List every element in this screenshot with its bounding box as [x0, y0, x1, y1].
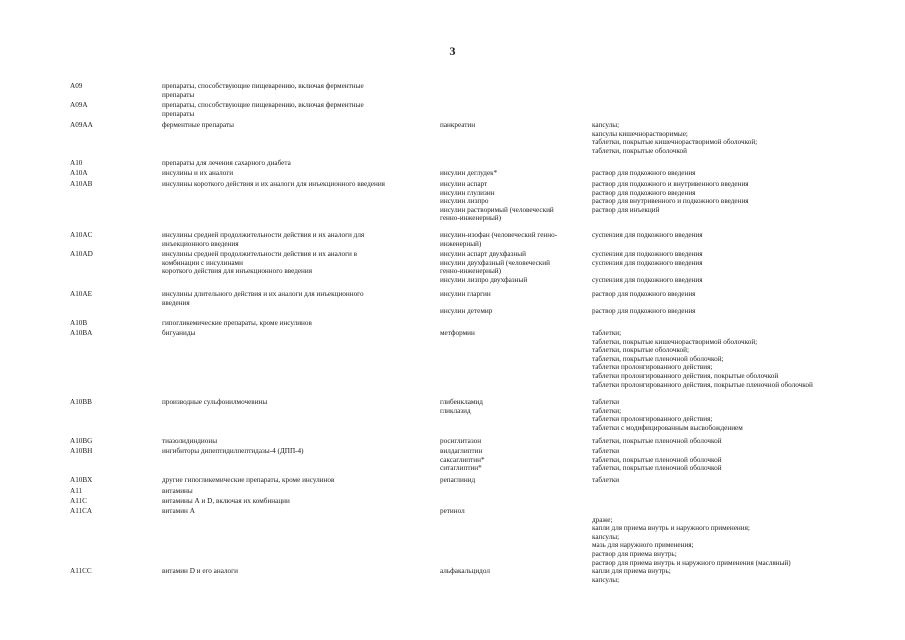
- dosage-form-line: таблетки: [592, 447, 620, 455]
- dosage-form-line: капсулы;: [592, 121, 620, 129]
- dosage-form-line: [592, 214, 892, 223]
- drug-name-line: инсулин детемир: [440, 307, 493, 316]
- dosage-form-line: раствор для подкожного введения: [592, 290, 696, 298]
- anatomical-therapeutic-group: [162, 250, 432, 276]
- drug-name-line: инсулин растворимый (человеческий: [440, 205, 554, 214]
- anatomical-therapeutic-group: [162, 180, 432, 189]
- dosage-form-line: мазь для наружного применения;: [592, 541, 694, 550]
- drug-name-line: инсулин двухфазный (человеческий: [440, 258, 550, 267]
- drug-name-line: вилдаглиптин: [440, 447, 483, 455]
- anatomical-therapeutic-group-line: препараты: [162, 109, 195, 118]
- drug-name: [440, 231, 590, 248]
- anatomical-therapeutic-group: [162, 476, 432, 485]
- dosage-form: [592, 121, 892, 155]
- anatomical-therapeutic-group: [162, 567, 432, 576]
- anatomical-therapeutic-group-line: инсулины и их аналоги: [162, 169, 234, 177]
- atc-code: A10BG: [70, 437, 93, 445]
- dosage-form-line: таблетки пролонгированного действия, покрытые оболочкой: [592, 371, 779, 380]
- atc-code: A10AC: [70, 231, 93, 239]
- drug-name: [440, 447, 590, 473]
- drug-name-line: инсулин аспарт двухфазный: [440, 250, 526, 258]
- drug-name-line: саксаглиптин*: [440, 455, 485, 464]
- drug-name-line: альфакальцидол: [440, 567, 490, 575]
- drug-name-line: генно-инженерный): [440, 267, 502, 276]
- anatomical-therapeutic-group: [162, 231, 432, 248]
- dosage-form-line: таблетки пролонгированного действия;: [592, 415, 713, 424]
- anatomical-therapeutic-group-line: другие гипогликемические препараты, кроме инсулинов: [162, 476, 335, 484]
- anatomical-therapeutic-group: [162, 82, 432, 99]
- atc-code: A10A: [70, 169, 88, 177]
- anatomical-therapeutic-group-line: витамин А: [162, 507, 195, 515]
- anatomical-therapeutic-group: [162, 398, 432, 407]
- dosage-form-line: таблетки: [592, 476, 620, 484]
- anatomical-therapeutic-group-line: инъекционного введения: [162, 239, 239, 248]
- atc-code: A09AA: [70, 121, 93, 129]
- anatomical-therapeutic-group-line: инсулины средней продолжительности действия и их аналоги в: [162, 250, 358, 258]
- anatomical-therapeutic-group-line: витамины: [162, 487, 193, 495]
- atc-code: A10BA: [70, 329, 93, 337]
- drug-name-line: генно-инженерный): [440, 214, 502, 223]
- drug-name: [440, 169, 590, 178]
- dosage-form-line: раствор для подкожного введения: [592, 307, 696, 316]
- atc-code: A10AE: [70, 290, 92, 298]
- dosage-form: [592, 231, 892, 240]
- dosage-form: [592, 447, 892, 473]
- anatomical-therapeutic-group: [162, 101, 432, 118]
- anatomical-therapeutic-group-line: тиазолидиндионы: [162, 437, 218, 445]
- drug-name-line: панкреатин: [440, 121, 476, 129]
- drug-name-line: гликлазид: [440, 406, 471, 415]
- anatomical-therapeutic-group: [162, 507, 432, 516]
- drug-name-line: инсулин лизпро двухфазный: [440, 275, 528, 284]
- drug-name-line: метформин: [440, 329, 475, 337]
- atc-code: A11CC: [70, 567, 92, 575]
- dosage-form-line: раствор для приема внутрь;: [592, 549, 677, 558]
- drug-name-line: репаглинид: [440, 476, 476, 484]
- dosage-form-line: капсулы;: [592, 575, 620, 584]
- atc-code: A11C: [70, 497, 87, 505]
- atc-code: A09A: [70, 101, 88, 109]
- dosage-form: [592, 250, 892, 284]
- drug-name-line: инсулин глулизин: [440, 188, 495, 197]
- drug-name-line: инсулин-изофан (человеческий генно-: [440, 231, 558, 239]
- drug-name: [440, 507, 590, 516]
- drug-name: [440, 250, 590, 284]
- atc-code: A10: [70, 159, 83, 167]
- anatomical-therapeutic-group-line: ферментные препараты: [162, 121, 234, 129]
- drug-name-line: инсулин деглудек*: [440, 169, 498, 177]
- dosage-form-line: таблетки, покрытые пленочной оболочкой: [592, 464, 722, 473]
- dosage-form-line: таблетки;: [592, 329, 622, 337]
- drug-name-line: глибенкламид: [440, 398, 483, 406]
- dosage-form: [592, 437, 892, 446]
- dosage-form-line: раствор для подкожного введения: [592, 169, 696, 177]
- anatomical-therapeutic-group: [162, 447, 432, 456]
- dosage-form-line: капли для приема внутрь и наружного применения;: [592, 524, 750, 533]
- dosage-form-line: таблетки, покрытые пленочной оболочкой: [592, 455, 722, 464]
- drug-name: [440, 180, 590, 223]
- dosage-form-line: [592, 507, 892, 516]
- atc-code: A11CA: [70, 507, 93, 515]
- anatomical-therapeutic-group-line: ингибиторы дипептидилпептидазы-4 (ДПП-4): [162, 447, 304, 455]
- atc-code: A11: [70, 487, 83, 495]
- atc-code: A10AB: [70, 180, 93, 188]
- dosage-form-line: [592, 267, 892, 276]
- anatomical-therapeutic-group-line: гипогликемические препараты, кроме инсулинов: [162, 319, 312, 327]
- dosage-form-line: таблетки, покрытые пленочной оболочкой: [592, 437, 722, 445]
- anatomical-therapeutic-group: [162, 121, 432, 130]
- drug-name: [440, 121, 590, 130]
- anatomical-therapeutic-group: [162, 290, 432, 307]
- atc-code: A10AD: [70, 250, 93, 258]
- anatomical-therapeutic-group-line: бигуаниды: [162, 329, 196, 337]
- drug-name-line: [440, 299, 590, 308]
- drug-name-line: инсулин аспарт: [440, 180, 488, 188]
- dosage-form-line: суспензия для подкожного введения: [592, 250, 703, 258]
- dosage-form-line: таблетки пролонгированного действия;: [592, 363, 713, 372]
- dosage-form-line: таблетки, покрытые пленочной оболочкой;: [592, 354, 724, 363]
- anatomical-therapeutic-group-line: короткого действия для инъекционного введения: [162, 267, 313, 276]
- dosage-form-line: раствор для подкожного введения: [592, 188, 696, 197]
- dosage-form: [592, 329, 892, 389]
- anatomical-therapeutic-group-line: витамин D и его аналоги: [162, 567, 238, 575]
- dosage-form-line: раствор для инъекций: [592, 205, 660, 214]
- dosage-form-line: суспензия для подкожного введения: [592, 231, 703, 239]
- atc-code: A09: [70, 82, 83, 90]
- dosage-form-line: таблетки пролонгированного действия, покрытые пленочной оболочкой: [592, 380, 813, 389]
- dosage-form-line: суспензия для подкожного введения: [592, 258, 703, 267]
- anatomical-therapeutic-group: [162, 437, 432, 446]
- anatomical-therapeutic-group-line: препараты, способствующие пищеварению, включая ферментные: [162, 82, 364, 90]
- anatomical-therapeutic-group-line: комбинации с инсулинами: [162, 258, 243, 267]
- drug-name-line: инсулин лизпро: [440, 197, 489, 206]
- anatomical-therapeutic-group: [162, 487, 432, 496]
- dosage-form: [592, 398, 892, 432]
- anatomical-therapeutic-group-line: витамины А и D, включая их комбинации: [162, 497, 290, 505]
- atc-code: A10B: [70, 319, 88, 327]
- dosage-form-line: таблетки: [592, 398, 620, 406]
- drug-name: [440, 398, 590, 415]
- anatomical-therapeutic-group-line: инсулины длительного действия и их аналоги для инъекционного: [162, 290, 364, 298]
- dosage-form: [592, 476, 892, 485]
- drug-name-line: ситаглиптин*: [440, 464, 482, 473]
- drug-name: [440, 437, 590, 446]
- drug-name-line: инсулин гларгин: [440, 290, 491, 298]
- dosage-form-line: таблетки;: [592, 406, 622, 415]
- drug-name: [440, 290, 590, 316]
- anatomical-therapeutic-group-line: производные сульфонилмочевины: [162, 398, 268, 406]
- dosage-form-line: раствор для приема внутрь и наружного применения (масляный): [592, 558, 791, 567]
- dosage-form: [592, 290, 892, 316]
- dosage-form-line: таблетки, покрытые оболочкой: [592, 146, 687, 155]
- anatomical-therapeutic-group-line: препараты: [162, 90, 195, 99]
- anatomical-therapeutic-group: [162, 329, 432, 338]
- page-number: 3: [449, 44, 456, 58]
- dosage-form-line: таблетки, покрытые кишечнорастворимой оболочкой;: [592, 138, 758, 147]
- atc-code: A10BB: [70, 398, 92, 406]
- dosage-form-line: драже;: [592, 515, 613, 524]
- drug-name-line: росиглитазон: [440, 437, 482, 445]
- atc-code: A10BX: [70, 476, 93, 484]
- dosage-form-line: капсулы;: [592, 532, 620, 541]
- drug-name-line: инженерный): [440, 239, 482, 248]
- drug-name-line: ретинол: [440, 507, 465, 515]
- drug-name: [440, 329, 590, 338]
- drug-name: [440, 567, 590, 576]
- dosage-form-line: капсулы кишечнорастворимые;: [592, 129, 688, 138]
- drug-name: [440, 476, 590, 485]
- dosage-form-line: таблетки, покрытые оболочкой;: [592, 346, 689, 355]
- atc-code: A10BH: [70, 447, 93, 455]
- dosage-form-line: раствор для внутривенного и подкожного введения: [592, 197, 749, 206]
- dosage-form-line: капли для приема внутрь;: [592, 567, 671, 575]
- anatomical-therapeutic-group: [162, 159, 432, 168]
- dosage-form-line: раствор для подкожного и внутривенного введения: [592, 180, 749, 188]
- dosage-form-line: суспензия для подкожного введения: [592, 275, 703, 284]
- anatomical-therapeutic-group-line: инсулины короткого действия и их аналоги для инъекционного введения: [162, 180, 385, 188]
- dosage-form: [592, 169, 892, 178]
- anatomical-therapeutic-group-line: препараты, способствующие пищеварению, включая ферментные: [162, 101, 364, 109]
- dosage-form: [592, 180, 892, 223]
- anatomical-therapeutic-group-line: инсулины средней продолжительности действия и их аналоги для: [162, 231, 365, 239]
- anatomical-therapeutic-group-line: препараты для лечения сахарного диабета: [162, 159, 291, 167]
- dosage-form-line: [592, 299, 892, 308]
- dosage-form: [592, 507, 892, 567]
- dosage-form-line: таблетки, покрытые кишечнорастворимой оболочкой;: [592, 337, 758, 346]
- anatomical-therapeutic-group: [162, 497, 432, 506]
- dosage-form-line: таблетки с модифицированным высвобождением: [592, 423, 743, 432]
- anatomical-therapeutic-group: [162, 169, 432, 178]
- anatomical-therapeutic-group: [162, 319, 432, 328]
- dosage-form: [592, 567, 892, 584]
- anatomical-therapeutic-group-line: введения: [162, 298, 190, 307]
